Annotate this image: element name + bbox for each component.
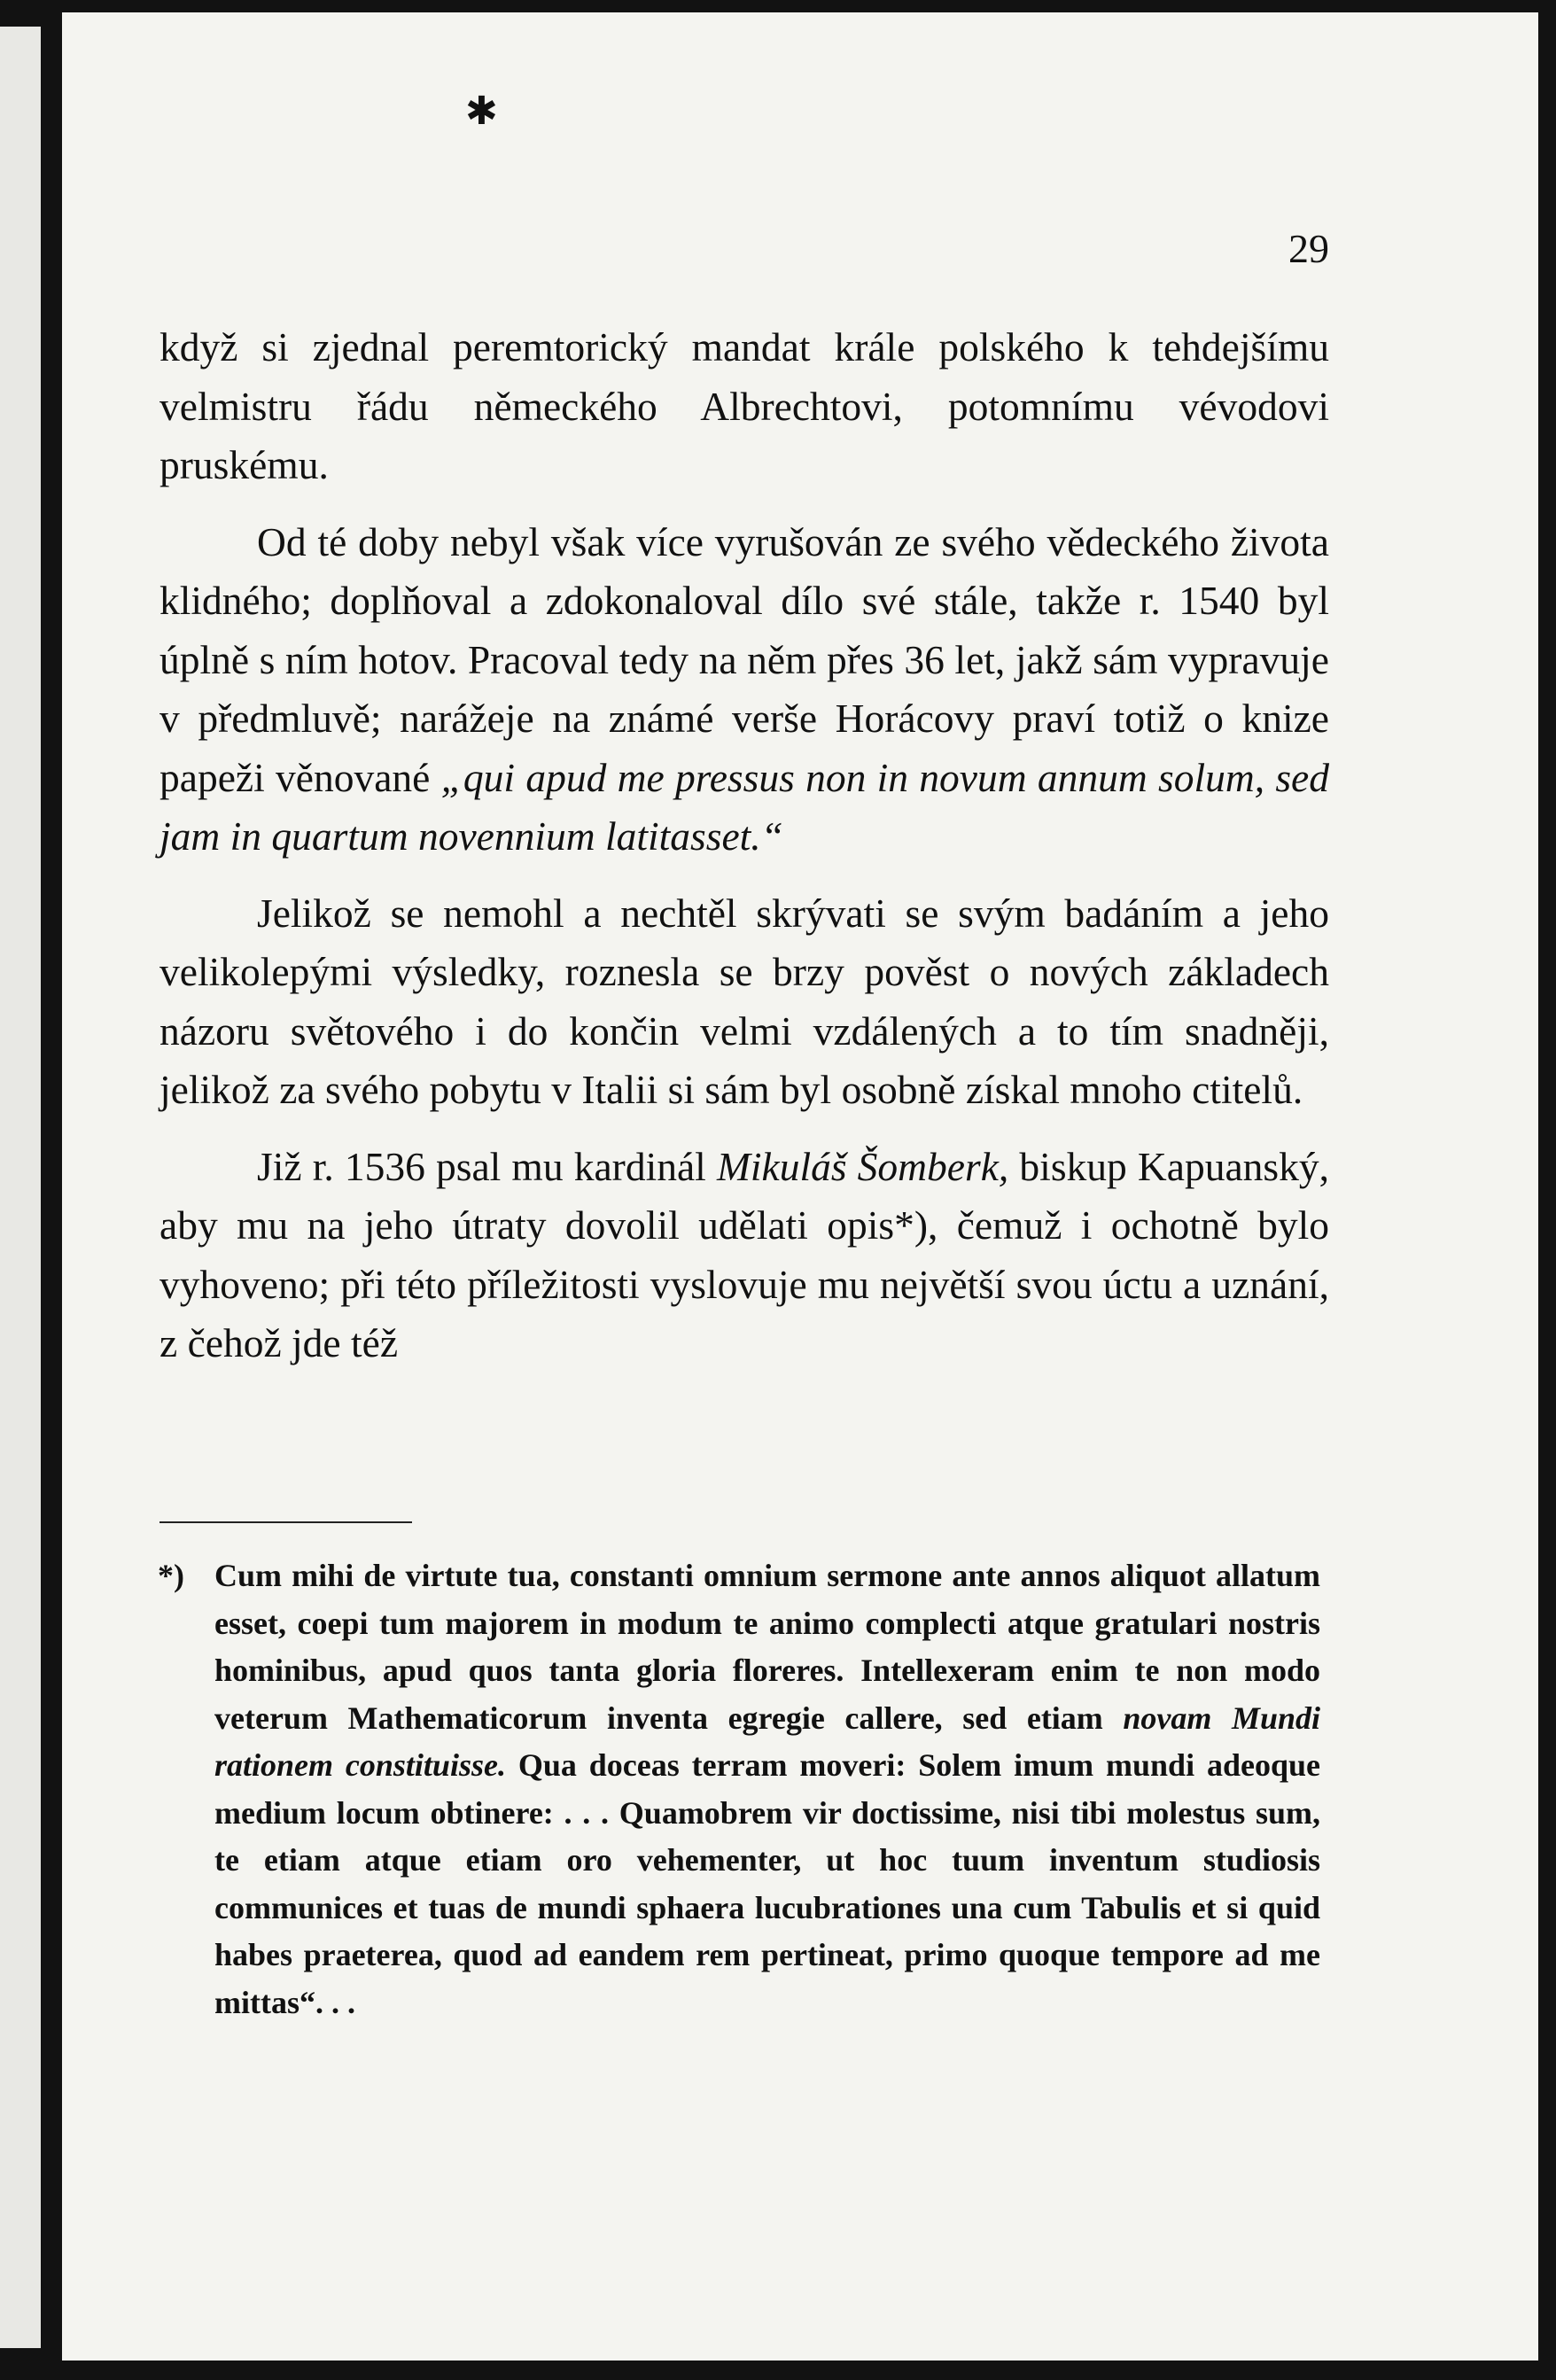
cardinal-name: Mikuláš Šomberk,	[716, 1143, 1009, 1189]
paragraph-3	[159, 884, 1329, 1120]
footnote-text-start: Cum mihi de virtute tua, constanti omnium sermone ante annos aliquot allatum esset, coepi tum majorem in modum te animo complecti atque gratulari nostris hominibus, apud quos tanta gloria floreres. Intellexeram enim te non modo veterum Mathematicorum inventa egregie callere, sed etiam	[214, 1558, 1320, 1736]
book-page	[62, 12, 1538, 2361]
footnote	[158, 1552, 1321, 2026]
footnote-divider	[159, 1521, 412, 1523]
paragraph-1-text: když si zjednal peremtorický mandat krále polského k tehdejšímu velmistru řádu německého Albrechtovi, potomnímu vévodovi pruskému.	[159, 324, 1329, 487]
paragraph-2	[159, 513, 1329, 867]
horace-quote: „qui apud me pressus non in novum annum solum, sed jam in quartum novennium latitasset.“	[159, 754, 1330, 859]
footnote-text	[195, 1552, 1320, 2026]
paragraph-4	[159, 1138, 1329, 1373]
paragraph-1	[159, 318, 1329, 495]
ink-mark: ✱	[465, 89, 498, 133]
footnote-italic: novam Mundi rationem constituisse.	[214, 1699, 1321, 1783]
main-text	[159, 318, 1329, 1391]
adjacent-page-edge	[0, 27, 41, 2348]
footnote-text-end: Qua doceas terram moveri: Solem imum mundi adeoque medium locum obtinere: . . . Quamobrem vir doctissime, nisi tibi molestus sum, te etiam atque etiam oro vehementer, ut hoc tuum inventum studiosis communices et tuas de mundi sphaera lucubrationes una cum Tabulis et si quid habes praeterea, quod ad eandem rem pertineat, primo quoque tempore ad me mittas“. . .	[214, 1747, 1320, 2020]
paragraph-3-text: Jelikož se nemohl a nechtěl skrývati se svým badáním a jeho velikolepými výsledky, roznesla se brzy pověst o nových základech názoru světového i do končin velmi vzdálených a to tím snadněji, jelikož za svého pobytu v Italii si sám byl osobně získal mnoho ctitelů.	[159, 890, 1329, 1112]
paragraph-2-text: Od té doby nebyl však více vyrušován ze svého vědeckého života klidného; doplňoval a zdokonaloval dílo své stále, takže r. 1540 byl úplně s ním hotov. Pracoval tedy na něm přes 36 let, jakž sám vypravuje v předmluvě; narážeje na známé verše Horácovy praví totiž o knize papeži věnované	[159, 518, 1329, 800]
paragraph-4-text-end: biskup Kapuanský, aby mu na jeho útraty dovolil udělati opis*), čemuž i ochotně bylo vyhoveno; při této příležitosti vyslovuje mu největší svou úctu a uznání, z čehož jde též	[159, 1143, 1330, 1365]
footnote-marker: *)	[158, 1558, 184, 1593]
page-number: 29	[1288, 226, 1329, 271]
paragraph-4-text-start: Již r. 1536 psal mu kardinál	[257, 1143, 717, 1189]
